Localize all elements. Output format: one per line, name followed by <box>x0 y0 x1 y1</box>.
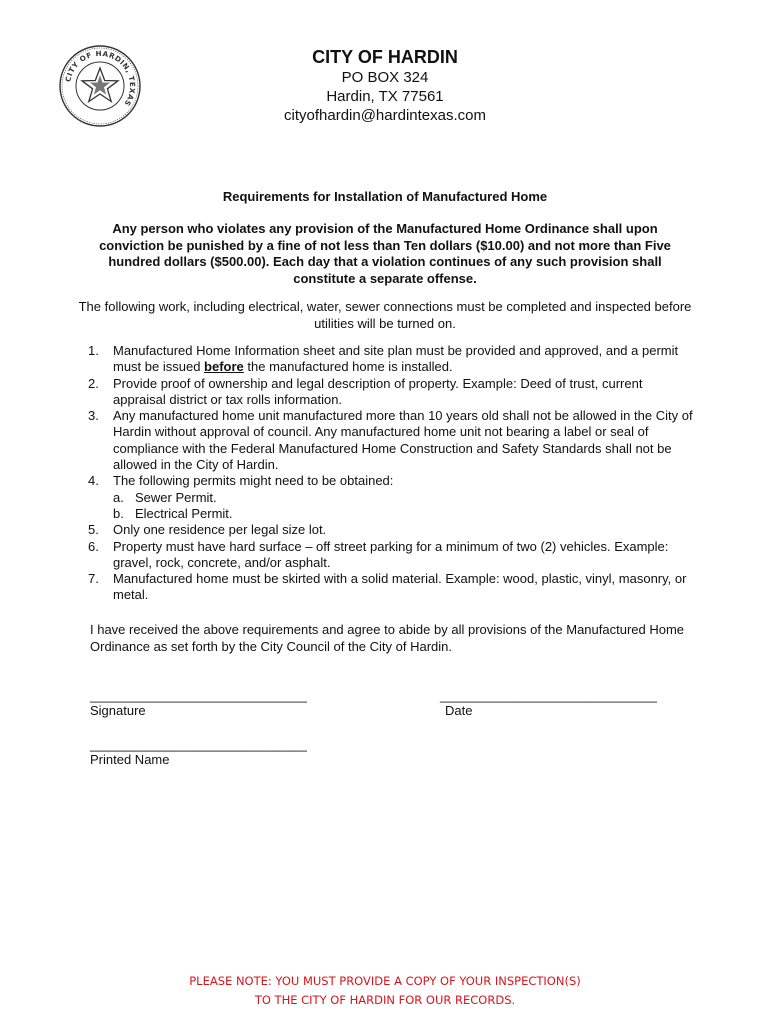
list-number: 2. <box>88 375 99 391</box>
list-item <box>88 343 698 376</box>
agreement-statement: I have received the above requirements and agree to abide by all provisions of the Manufactured Home Ordinance as set forth by the City Council of the City of Hardin. <box>90 622 685 654</box>
sublist-letter: b. <box>113 505 124 521</box>
item-text: Only one residence per legal size lot. <box>113 522 327 538</box>
sublist-item <box>113 506 698 522</box>
intro-paragraph: The following work, including electrical, water, sewer connections must be completed and inspected before utilities will be turned on. <box>78 299 692 331</box>
sublist-text: Electrical Permit. <box>135 505 233 521</box>
date-line[interactable]: ______________________________ <box>440 688 657 703</box>
records-note <box>0 972 770 1010</box>
list-number: 1. <box>88 343 99 358</box>
printed-name-line[interactable]: ______________________________ <box>90 737 307 752</box>
permit-sublist <box>113 490 698 523</box>
item-text: Property must have hard surface – off street parking for a minimum of two (2) vehicles. Example: gravel, rock, concrete, and/or asphalt. <box>113 538 669 570</box>
signature-line[interactable]: ______________________________ <box>90 688 307 703</box>
sublist-letter: a. <box>113 489 124 505</box>
list-number: 6. <box>88 538 99 554</box>
list-item <box>88 571 698 604</box>
list-item <box>88 408 698 473</box>
item-text: Manufactured Home Information sheet and site plan must be provided and approved, and a permit must be issued <box>113 343 679 375</box>
requirements-list <box>88 343 698 604</box>
sublist-item <box>113 490 698 506</box>
list-item <box>88 473 698 522</box>
requirements-title: Requirements for Installation of Manufactured Home <box>222 189 548 204</box>
list-number: 7. <box>88 571 99 587</box>
list-item <box>88 539 698 572</box>
note-line-1: PLEASE NOTE: YOU MUST PROVIDE A COPY OF YOUR INSPECTION(S) <box>189 974 581 988</box>
sublist-text: Sewer Permit. <box>135 489 217 505</box>
city-name: CITY OF HARDIN <box>312 47 458 67</box>
note-line-2: TO THE CITY OF HARDIN FOR OUR RECORDS. <box>254 993 516 1007</box>
penalty-warning: Any person who violates any provision of the Manufactured Home Ordinance shall upon conviction be punished by a fine of not less than Ten dollars ($10.00) and not more than Five hundred dollars ($500.00). Each day that a violation continues of any such provision shall constitute a separate offense. <box>99 221 671 286</box>
signature-label: Signature <box>90 703 146 718</box>
date-label: Date <box>445 703 473 718</box>
before-emphasis: before <box>204 359 244 375</box>
list-number: 3. <box>88 408 99 424</box>
seal-ring-text: CITY OF HARDIN, TEXAS <box>63 48 138 109</box>
list-number: 5. <box>88 522 99 538</box>
letterhead <box>0 46 770 125</box>
po-box: PO BOX 324 <box>341 69 429 86</box>
list-item <box>88 376 698 409</box>
list-number: 4. <box>88 473 99 489</box>
item-text: Provide proof of ownership and legal description of property. Example: Deed of trust, current appraisal district or tax rolls information. <box>113 375 643 407</box>
printed-name-label: Printed Name <box>90 752 170 767</box>
item-text: the manufactured home is installed. <box>243 359 453 375</box>
item-text: Any manufactured home unit manufactured more than 10 years old shall not be allowed in the City of Hardin without approval of council. Any manufactured home unit not bearing a label or seal of compliance with the Federal Manufactured Home Construction and Safety Standards shall not be allowed in the City of Hardin. <box>113 408 693 473</box>
list-item <box>88 522 698 538</box>
item-text: Manufactured home must be skirted with a solid material. Example: wood, plastic, vinyl, masonry, or metal. <box>113 571 687 603</box>
email-address: cityofhardin@hardintexas.com <box>284 107 486 124</box>
city-state-zip: Hardin, TX 77561 <box>326 88 444 105</box>
item-text: The following permits might need to be obtained: <box>113 473 394 489</box>
